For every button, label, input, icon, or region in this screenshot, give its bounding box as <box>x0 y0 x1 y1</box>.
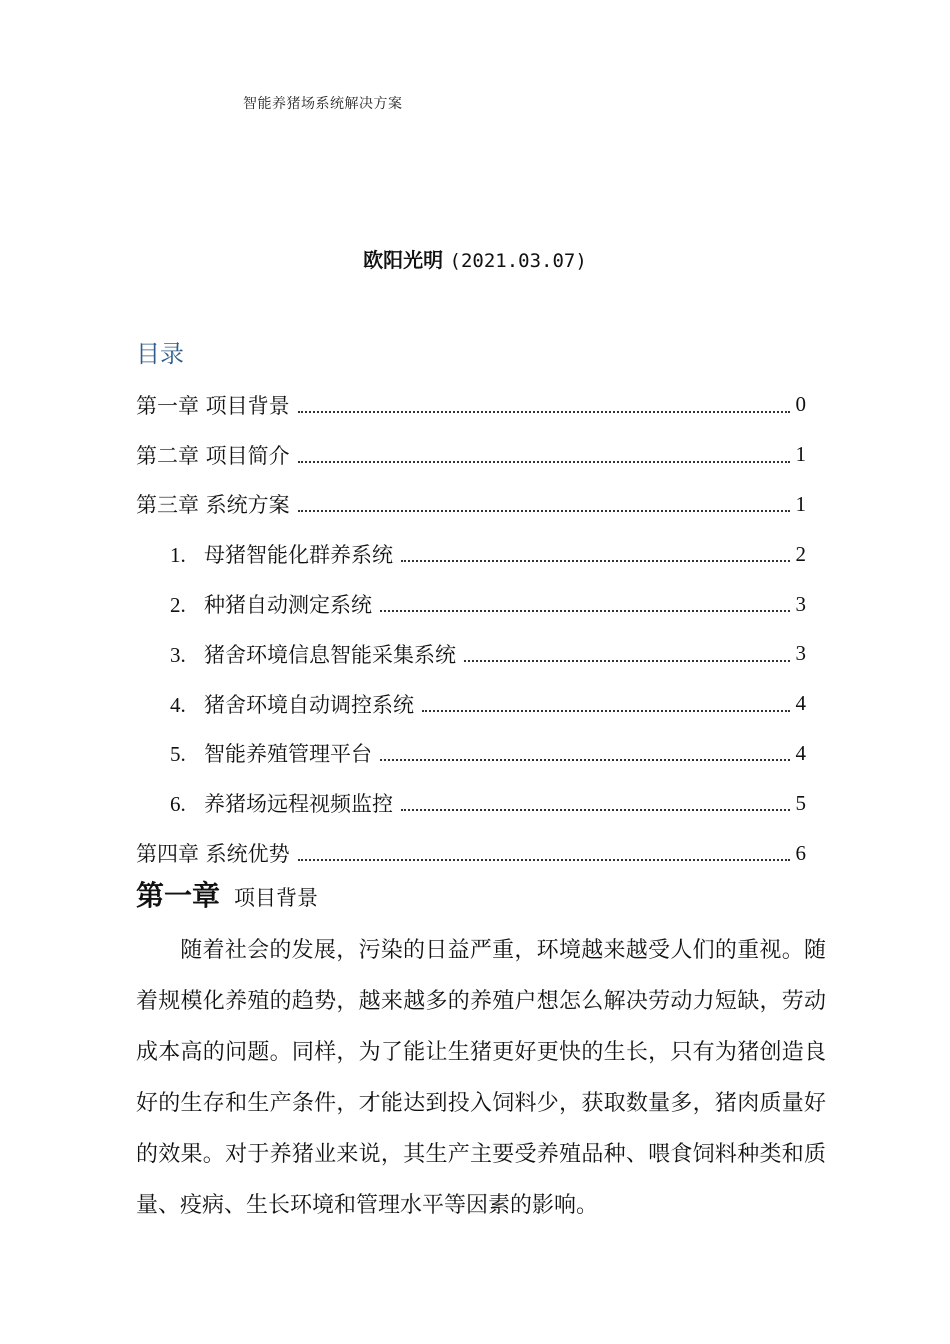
page-header: 智能养猪场系统解决方案 <box>243 96 403 112</box>
toc-entry[interactable] <box>136 380 806 430</box>
toc-entry-label: 第三章 系统方案 <box>136 489 294 519</box>
toc-leader-dots <box>422 710 790 712</box>
author-line <box>0 244 950 273</box>
toc-subentry[interactable] <box>136 679 806 729</box>
toc-entry-number: 3. <box>170 642 186 667</box>
toc-entry-text: 种猪自动测定系统 <box>204 593 372 618</box>
author-date: (2021.03.07) <box>449 250 587 272</box>
toc-leader-dots <box>298 859 790 861</box>
toc-leader-dots <box>298 461 790 463</box>
table-of-contents <box>136 380 806 878</box>
toc-page-number: 0 <box>795 392 806 417</box>
toc-page-number: 2 <box>795 541 806 566</box>
toc-page-number: 3 <box>795 591 806 616</box>
toc-entry-number: 2. <box>170 593 186 618</box>
toc-entry-label <box>170 539 397 569</box>
toc-entry-label <box>170 639 460 669</box>
toc-entry-label: 第一章 项目背景 <box>136 390 294 420</box>
toc-page-number: 1 <box>795 491 806 516</box>
toc-entry-text: 养猪场远程视频监控 <box>204 792 393 817</box>
toc-entry-label <box>170 738 376 768</box>
toc-entry-number: 6. <box>170 792 186 817</box>
toc-leader-dots <box>401 809 790 811</box>
toc-subentry[interactable] <box>136 778 806 828</box>
toc-page-number: 6 <box>795 840 806 865</box>
toc-subentry[interactable] <box>136 579 806 629</box>
toc-page-number: 5 <box>795 790 806 815</box>
body-paragraph-text: 随着社会的发展，污染的日益严重，环境越来越受人们的重视。随着规模化养殖的趋势，越来越多的养殖户想怎么解决劳动力短缺，劳动成本高的问题。同样，为了能让生猪更好更快的生长，只有为猪创造良好的生存和生产条件，才能达到投入饲料少，获取数量多，猪肉质量好的效果。对于养猪业来说，其生产主要受养殖品种、喂食饲料种类和质量、疫病、生长环境和管理水平等因素的影响。 <box>136 938 826 1218</box>
toc-leader-dots <box>380 610 790 612</box>
toc-entry-label <box>170 689 418 719</box>
toc-subentry[interactable] <box>136 529 806 579</box>
toc-entry-text: 智能养殖管理平台 <box>204 742 372 767</box>
toc-entry[interactable] <box>136 480 806 530</box>
toc-entry-label: 第二章 项目简介 <box>136 440 294 470</box>
toc-page-number: 4 <box>795 691 806 716</box>
toc-leader-dots <box>298 411 790 413</box>
toc-entry-number: 1. <box>170 543 186 568</box>
toc-entry-number: 4. <box>170 692 186 717</box>
toc-entry-text: 母猪智能化群养系统 <box>204 543 393 568</box>
toc-leader-dots <box>298 510 790 512</box>
toc-entry-number: 5. <box>170 742 186 767</box>
toc-subentry[interactable] <box>136 729 806 779</box>
toc-subentry[interactable] <box>136 629 806 679</box>
chapter-title: 项目背景 <box>234 886 319 910</box>
toc-entry-label <box>170 788 397 818</box>
toc-page-number: 1 <box>795 442 806 467</box>
toc-entry-label: 第四章 系统优势 <box>136 838 294 868</box>
toc-title: 目录 <box>136 340 184 368</box>
toc-entry-text: 猪舍环境自动调控系统 <box>204 692 414 717</box>
toc-entry-text: 猪舍环境信息智能采集系统 <box>204 642 456 667</box>
author-name: 欧阳光明 <box>363 248 444 272</box>
toc-entry[interactable] <box>136 828 806 878</box>
toc-page-number: 4 <box>795 740 806 765</box>
toc-leader-dots <box>464 660 790 662</box>
chapter-number: 第一章 <box>136 879 221 912</box>
chapter-heading <box>136 874 318 914</box>
toc-page-number: 3 <box>795 641 806 666</box>
toc-leader-dots <box>401 560 790 562</box>
toc-leader-dots <box>380 759 790 761</box>
body-paragraph <box>136 925 826 1231</box>
toc-entry-label <box>170 589 376 619</box>
toc-entry[interactable] <box>136 430 806 480</box>
